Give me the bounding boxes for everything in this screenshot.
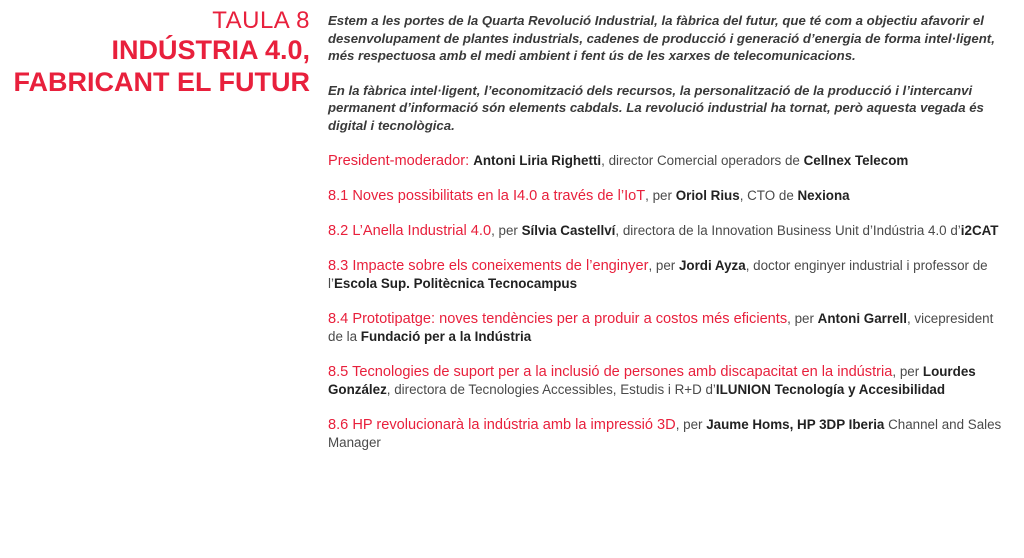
moderator-label: President-moderador: — [328, 152, 474, 169]
talk-org: i2CAT — [960, 222, 999, 238]
talk-title: 8.6 HP revolucionarà la indústria amb la impressió 3D — [328, 416, 676, 433]
session-content — [328, 12, 1008, 469]
talk-role: , directora de la Innovation Business Unit d’Indústria 4.0 d’ — [615, 222, 961, 238]
moderator-role: , director Comercial operadors de — [601, 152, 804, 168]
intro-paragraph-2: En la fàbrica intel·ligent, l’economització dels recursos, la personalització de la producció i l’intercanvi permanent d’informació són elements cabdals. La revolució industrial ha tornat, però aquesta vegada és digital i tecnològica. — [328, 82, 984, 133]
talk-speaker: Lourdes González — [328, 363, 976, 397]
moderator-name: Antoni Liria Righetti — [473, 152, 602, 168]
talk-org: ILUNION Tecnología y Accesibilidad — [715, 381, 946, 397]
talk-title: 8.4 Prototipatge: noves tendències per a produir a costos més eficients — [328, 310, 788, 327]
talk-8-2 — [328, 222, 1008, 240]
intro-paragraph-1: Estem a les portes de la Quarta Revolució Industrial, la fàbrica del futur, que té com a objectiu afavorir el desenvolupament de plantes industrials, cadenes de producció i generació d’energia de forma intel·ligent, més respectuosa amb el medi ambient i fent ús de les xarxes de telecomunicacions. — [328, 13, 995, 64]
talk-8-3 — [328, 257, 1008, 293]
talk-by: , per — [675, 416, 707, 432]
talk-role: , directora de Tecnologies Accessibles, Estudis i R+D d’ — [386, 381, 716, 397]
talk-org: Escola Sup. Politècnica Tecnocampus — [333, 275, 578, 291]
moderator-org: Cellnex Telecom — [803, 152, 909, 168]
session-title — [0, 34, 310, 98]
talk-speaker: Jaume Homs, HP 3DP Iberia — [706, 416, 885, 432]
talk-title: 8.5 Tecnologies de suport per a la inclusió de persones amb discapacitat en la indústria — [328, 363, 893, 380]
talk-role: , doctor enginyer industrial i professor de l’ — [328, 257, 988, 291]
talk-speaker: Oriol Rius — [675, 187, 740, 203]
talk-title: 8.1 Noves possibilitats en la I4.0 a través de l’IoT — [328, 187, 646, 204]
talk-role: , CTO de — [739, 187, 798, 203]
talk-by: , per — [892, 363, 923, 379]
talk-8-5 — [328, 363, 1008, 399]
session-title-line2: FABRICANT EL FUTUR — [13, 67, 310, 97]
talk-8-6 — [328, 416, 1008, 452]
talk-by: , per — [787, 310, 818, 326]
session-number: TAULA 8 — [212, 7, 310, 34]
talk-org: Fundació per a la Indústria — [360, 328, 532, 344]
talk-speaker: Antoni Garrell — [817, 310, 907, 326]
talk-title: 8.2 L’Anella Industrial 4.0 — [328, 222, 492, 239]
session-title-line1: INDÚSTRIA 4.0, — [111, 35, 310, 65]
talk-role: Channel and Sales Manager — [328, 416, 1002, 450]
talk-speaker: Jordi Ayza — [678, 257, 746, 273]
talk-by: , per — [648, 257, 679, 273]
talk-role: , vicepresident de la — [328, 310, 994, 344]
talk-org: Nexiona — [797, 187, 850, 203]
talk-title: 8.3 Impacte sobre els coneixements de l’enginyer — [328, 257, 649, 274]
session-header — [0, 8, 310, 98]
talk-8-1 — [328, 187, 1008, 205]
talk-8-4 — [328, 310, 1008, 346]
talk-by: , per — [645, 187, 676, 203]
talk-speaker: Sílvia Castellví — [521, 222, 616, 238]
moderator — [328, 152, 1008, 170]
talk-by: , per — [491, 222, 522, 238]
